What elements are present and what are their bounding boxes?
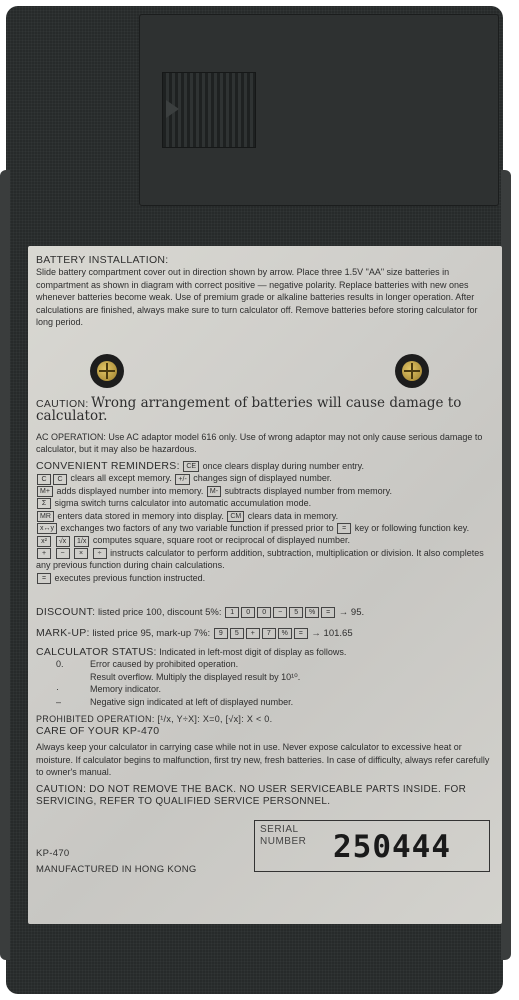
- battery-installation-section: [36, 254, 492, 328]
- reminder-line-9: executes previous function instructed.: [54, 572, 206, 583]
- key-7-icon: 7: [262, 628, 276, 639]
- plus-key-icon: +: [37, 548, 51, 559]
- square-key-icon: x²: [37, 536, 51, 547]
- key-equals-icon-3: =: [294, 628, 308, 639]
- serial-label: [260, 824, 306, 848]
- status-text-2: Memory indicator.: [90, 684, 162, 695]
- sqrt-key-icon: √x: [56, 536, 70, 547]
- status-sym-0: 0.: [56, 659, 64, 670]
- c-key-icon-2: C: [53, 474, 67, 485]
- battery-text: Slide battery compartment cover out in direction shown by arrow. Place three 1.5V "AA" size batteries in compartment as shown in diagram with correct positive — negative polarity. Replace batteries with new ones whenever batteries become weak. Use of premium grade or alkaline batteries results in longer operation. After calculations are finished, always make sure to turn calculator off. Remove batteries before storing calculator for long period.: [36, 267, 478, 328]
- markup-label: MARK-UP:: [36, 627, 90, 639]
- right-screw-icon: [395, 354, 429, 388]
- instruction-label: [28, 246, 502, 924]
- reciprocal-key-icon: 1/x: [74, 536, 89, 547]
- reminder-line-4: sigma switch turns calculator into automatic accumulation mode.: [54, 498, 312, 509]
- ac-operation-text: AC OPERATION: Use AC adaptor model 616 only. Use of wrong adaptor may not only cause serious damage to calculator, but it may also be hazardous.: [36, 432, 483, 455]
- convenient-reminders-section: [36, 460, 492, 584]
- times-key-icon: ×: [74, 548, 88, 559]
- care-title: CARE OF YOUR KP-470: [36, 725, 160, 737]
- key-0-icon-2: 0: [257, 607, 271, 618]
- status-sym-3: –: [56, 696, 62, 707]
- discount-result: → 95.: [338, 607, 365, 618]
- case-left-edge: [0, 170, 10, 960]
- cm-key-icon: CM: [227, 511, 244, 522]
- reminder-line-5b: clears data in memory.: [247, 510, 339, 521]
- markup-text: listed price 95, mark-up 7%:: [92, 628, 211, 639]
- calculator-status-section: [36, 646, 492, 708]
- key-9-icon: 9: [214, 628, 228, 639]
- status-title: CALCULATOR STATUS:: [36, 646, 157, 658]
- key-5-icon-2: 5: [230, 628, 244, 639]
- status-text-1: Result overflow. Multiply the displayed result by 10¹⁰.: [90, 671, 301, 682]
- care-text: Always keep your calculator in carrying case while not in use. Never expose calculator to excessive heat or moisture. If calculator begins to malfunction, first try new, fresh batteries. In case of difficulty, always refer carefully to owner's manual.: [36, 742, 490, 778]
- slide-direction-arrow-icon: [166, 100, 179, 118]
- serial-number: 250444: [333, 829, 451, 865]
- key-1-icon: 1: [225, 607, 239, 618]
- reminder-line-6a: exchanges two factors of any two variable function if pressed prior to: [60, 523, 334, 534]
- serial-label-line-1: SERIAL: [260, 824, 299, 835]
- ce-key-icon: CE: [183, 461, 199, 472]
- markup-result: → 101.65: [311, 628, 353, 639]
- key-plus-icon: +: [246, 628, 260, 639]
- care-section: [36, 725, 492, 779]
- reminder-line-7: computes square, square root or reciprocal of displayed number.: [92, 535, 351, 546]
- reminders-title: CONVENIENT REMINDERS:: [36, 460, 180, 472]
- reminder-line-1: once clears display during number entry.: [202, 461, 364, 471]
- reminder-line-2a: clears all except memory.: [70, 473, 172, 484]
- caution-label: CAUTION:: [36, 398, 89, 410]
- status-intro: Indicated in left-most digit of display as follows.: [159, 647, 347, 657]
- discount-text: listed price 100, discount 5%:: [97, 607, 222, 618]
- c-key-icon: C: [37, 474, 51, 485]
- reminder-line-8: instructs calculator to perform addition, subtraction, multiplication or division. It also completes any previous function during chain calculations.: [36, 547, 484, 571]
- status-text-3: Negative sign indicated at left of displayed number.: [90, 696, 294, 707]
- case-right-edge: [501, 170, 511, 960]
- reminder-line-5a: enters data stored in memory into display.: [57, 510, 224, 521]
- manufactured-in: MANUFACTURED IN HONG KONG: [36, 864, 197, 875]
- sigma-switch-icon: Σ: [37, 498, 51, 509]
- m-minus-key-icon: M-: [207, 486, 221, 497]
- sign-key-icon: +/-: [175, 474, 189, 485]
- equals-key-icon-2: =: [37, 573, 51, 584]
- reminder-line-6b: key or following function key.: [354, 523, 470, 534]
- equals-key-icon: =: [337, 523, 351, 534]
- prohibited-operation: PROHIBITED OPERATION: [¹/x, Y÷X]: X=0, [√x]: X < 0.: [36, 714, 273, 724]
- discount-label: DISCOUNT:: [36, 606, 96, 618]
- exchange-key-icon: x↔y: [37, 523, 57, 534]
- markup-example: [36, 627, 492, 640]
- battery-title: BATTERY INSTALLATION:: [36, 254, 169, 266]
- key-percent-icon: %: [305, 607, 319, 618]
- key-equals-icon: =: [321, 607, 335, 618]
- key-5-icon: 5: [289, 607, 303, 618]
- service-caution: CAUTION: DO NOT REMOVE THE BACK. NO USER SERVICEABLE PARTS INSIDE. FOR SERVICING, REFER TO QUALIFIED SERVICE PERSONNEL.: [36, 784, 467, 808]
- mr-key-icon: MR: [37, 511, 54, 522]
- model-number: KP-470: [36, 848, 70, 859]
- minus-key-icon: −: [56, 548, 70, 559]
- discount-example: [36, 606, 492, 619]
- status-sym-2: ·: [56, 684, 59, 695]
- status-text-0: Error caused by prohibited operation.: [90, 659, 239, 670]
- serial-label-line-2: NUMBER: [260, 836, 307, 847]
- caution-battery-section: [36, 397, 492, 424]
- key-0-icon: 0: [241, 607, 255, 618]
- m-plus-key-icon: M+: [37, 486, 53, 497]
- caution-text: Wrong arrangement of batteries will cause damage to calculator.: [36, 395, 462, 425]
- divide-key-icon: ÷: [93, 548, 107, 559]
- reminder-line-3a: adds displayed number into memory.: [56, 485, 204, 496]
- left-screw-icon: [90, 354, 124, 388]
- key-minus-icon: −: [273, 607, 287, 618]
- key-percent-icon-2: %: [278, 628, 292, 639]
- reminder-line-2b: changes sign of displayed number.: [193, 473, 332, 484]
- reminder-line-3b: subtracts displayed number from memory.: [224, 485, 392, 496]
